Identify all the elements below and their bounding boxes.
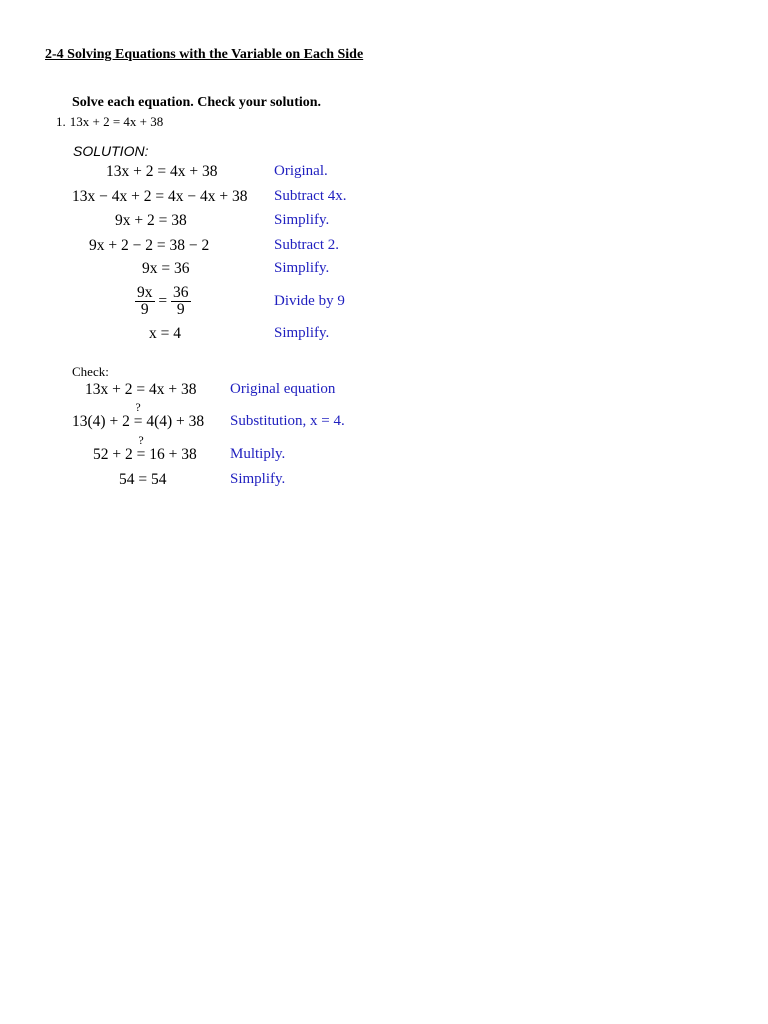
question-equals: ? =: [136, 433, 146, 463]
solution-step-3-note: Simplify.: [274, 212, 330, 228]
solution-step-3-equation: 9x + 2 = 38: [115, 212, 187, 229]
solution-step-6-equation: [135, 285, 191, 319]
solution-label: SOLUTION:: [73, 143, 149, 159]
check-step-2-note: Substitution, x = 4.: [230, 413, 345, 429]
check-step-4-equation: 54 = 54: [119, 471, 167, 488]
equals-sign: =: [158, 292, 168, 310]
check-label: Check:: [72, 364, 109, 379]
instructions: Solve each equation. Check your solution.: [72, 95, 322, 110]
check-step-4-note: Simplify.: [230, 471, 286, 487]
solution-step-2-equation: 13x − 4x + 2 = 4x − 4x + 38: [72, 188, 248, 205]
solution-step-6-note: Divide by 9: [274, 293, 345, 309]
fraction-left: $\frac{9x}{9}$: [137, 284, 153, 319]
solution-step-4-equation: 9x + 2 − 2 = 38 − 2: [89, 237, 210, 254]
solution-step-1-equation: 13x + 2 = 4x + 38: [106, 163, 218, 180]
solution-step-5-note: Simplify.: [274, 260, 330, 276]
solution-step-5-equation: 9x = 36: [142, 260, 190, 277]
solution-step-4-note: Subtract 2.: [274, 237, 339, 253]
check-step-1-note: Original equation: [230, 381, 336, 397]
problem-equation: 13x + 2 = 4x + 38: [69, 114, 164, 129]
check-step-1-equation: 13x + 2 = 4x + 38: [85, 381, 197, 398]
check-step-3-note: Multiply.: [230, 446, 286, 462]
solution-step-7-note: Simplify.: [274, 325, 330, 341]
problem-1: [56, 114, 163, 130]
check-step-3-equation: 52 + 2 ? = 16 + 38: [93, 433, 197, 463]
solution-step-2-note: Subtract 4x.: [274, 188, 347, 204]
fraction-right: $\frac{36}{9}$: [173, 284, 189, 319]
question-equals: ? =: [133, 400, 143, 430]
solution-step-1-note: Original.: [274, 163, 328, 179]
solution-step-7-equation: x = 4: [149, 325, 181, 342]
page-title: 2-4 Solving Equations with the Variable on Each Side: [45, 47, 364, 62]
check-step-2-equation: 13(4) + 2 ? = 4(4) + 38: [72, 400, 205, 430]
problem-number: 1.: [56, 114, 66, 129]
